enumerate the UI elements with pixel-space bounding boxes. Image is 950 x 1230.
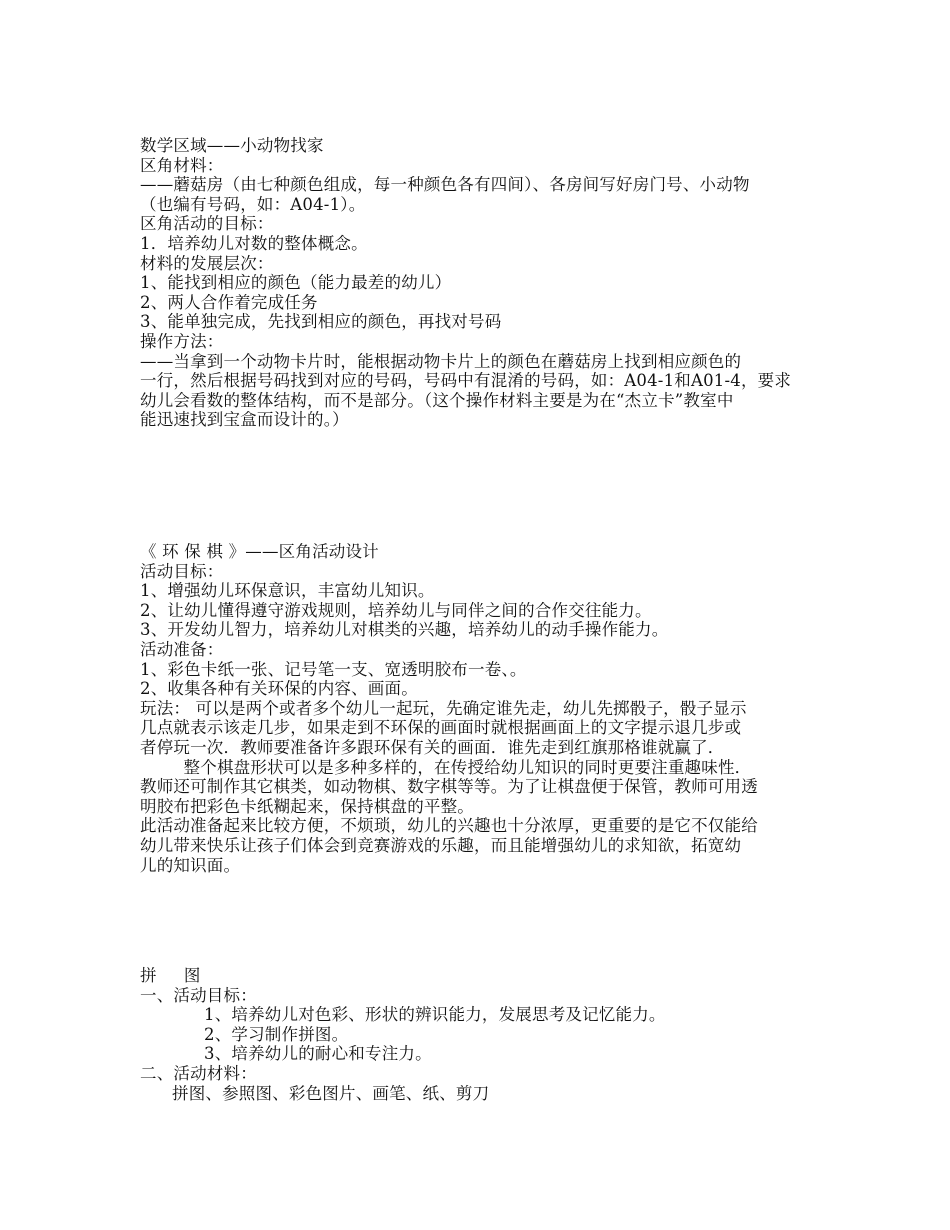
paragraph-line: 几点就表示该走几步，如果走到不环保的画面时就根据画面上的文字提示退几步或 — [140, 718, 742, 738]
heading-materials: 二、活动材料： — [140, 1063, 257, 1083]
heading-levels: 材料的发展层次： — [140, 253, 274, 273]
section-eco-chess — [140, 542, 820, 875]
paragraph-line: ——蘑菇房（由七种颜色组成，每一种颜色各有四间）、各房间写好房门号、小动物 — [140, 175, 750, 195]
list-item: 1、培养幼儿对色彩、形状的辨识能力，发展思考及记忆能力。 — [204, 1005, 666, 1025]
section-title: 拼 图 — [140, 966, 201, 985]
section-title: 数学区域——小动物找家 — [140, 136, 324, 155]
heading-goals: 区角活动的目标： — [140, 214, 274, 234]
section-puzzle — [140, 966, 820, 1103]
paragraph-line: 能迅速找到宝盒而设计的。） — [140, 410, 349, 430]
list-item: 3、培养幼儿的耐心和专注力。 — [204, 1044, 432, 1064]
list-item: 1、能找到相应的颜色（能力最差的幼儿） — [140, 273, 452, 293]
paragraph-line: 儿的知识面。 — [140, 855, 241, 875]
paragraph-line: 幼儿会看数的整体结构，而不是部分。（这个操作材料主要是为在“杰立卡”教室中 — [140, 390, 734, 410]
section-math-area — [140, 136, 820, 430]
heading-goals: 一、活动目标： — [140, 985, 257, 1005]
paragraph-line: 整个棋盘形状可以是多种多样的，在传授给幼儿知识的同时更要注重趣味性． — [140, 757, 752, 777]
list-item: 2、学习制作拼图。 — [204, 1024, 349, 1044]
paragraph-line: 者停玩一次．教师要准备许多跟环保有关的画面．谁先走到红旗那格谁就赢了． — [140, 737, 725, 757]
list-item: 1、增强幼儿环保意识，丰富幼儿知识。 — [140, 581, 435, 601]
list-item: 2、收集各种有关环保的内容、画面。 — [140, 679, 418, 699]
heading-preparation: 活动准备： — [140, 639, 224, 659]
heading-method: 操作方法： — [140, 331, 224, 351]
paragraph-line: 幼儿带来快乐让孩子们体会到竞赛游戏的乐趣，而且能增强幼儿的求知欲，拓宽幼 — [140, 835, 742, 855]
list-item: 3、开发幼儿智力，培养幼儿对棋类的兴趣，培养幼儿的动手操作能力。 — [140, 620, 669, 640]
paragraph-line: 明胶布把彩色卡纸糊起来，保持棋盘的平整。 — [140, 796, 474, 816]
paragraph-line: 教师还可制作其它棋类，如动物棋、数字棋等等。为了让棋盘便于保管，教师可用透 — [140, 777, 758, 797]
paragraph-line: （也编有号码，如：A04-1）。 — [140, 194, 366, 214]
list-item: 2、两人合作着完成任务 — [140, 292, 318, 312]
paragraph-line: 玩法： 可以是两个或者多个幼儿一起玩，先确定谁先走，幼儿先掷骰子，骰子显示 — [140, 698, 747, 718]
paragraph-line: ——当拿到一个动物卡片时，能根据动物卡片上的颜色在蘑菇房上找到相应颜色的 — [140, 351, 742, 371]
list-item: 1．培养幼儿对数的整体概念。 — [140, 233, 368, 253]
list-item: 3、能单独完成，先找到相应的颜色，再找对号码 — [140, 312, 502, 332]
heading-goals: 活动目标： — [140, 561, 224, 581]
paragraph-line: 拼图、参照图、彩色图片、画笔、纸、剪刀 — [172, 1083, 490, 1103]
section-title: 《 环 保 棋 》——区角活动设计 — [140, 542, 379, 561]
paragraph-line: 此活动准备起来比较方便，不烦琐，幼儿的兴趣也十分浓厚，更重要的是它不仅能给 — [140, 816, 758, 836]
list-item: 2、让幼儿懂得遵守游戏规则，培养幼儿与同伴之间的合作交往能力。 — [140, 600, 652, 620]
list-item: 1、彩色卡纸一张、记号笔一支、宽透明胶布一卷、。 — [140, 659, 527, 679]
heading-materials: 区角材料： — [140, 155, 224, 175]
paragraph-line: 一行，然后根据号码找到对应的号码，号码中有混淆的号码，如：A04-1和A01-4，要求 — [140, 371, 792, 391]
